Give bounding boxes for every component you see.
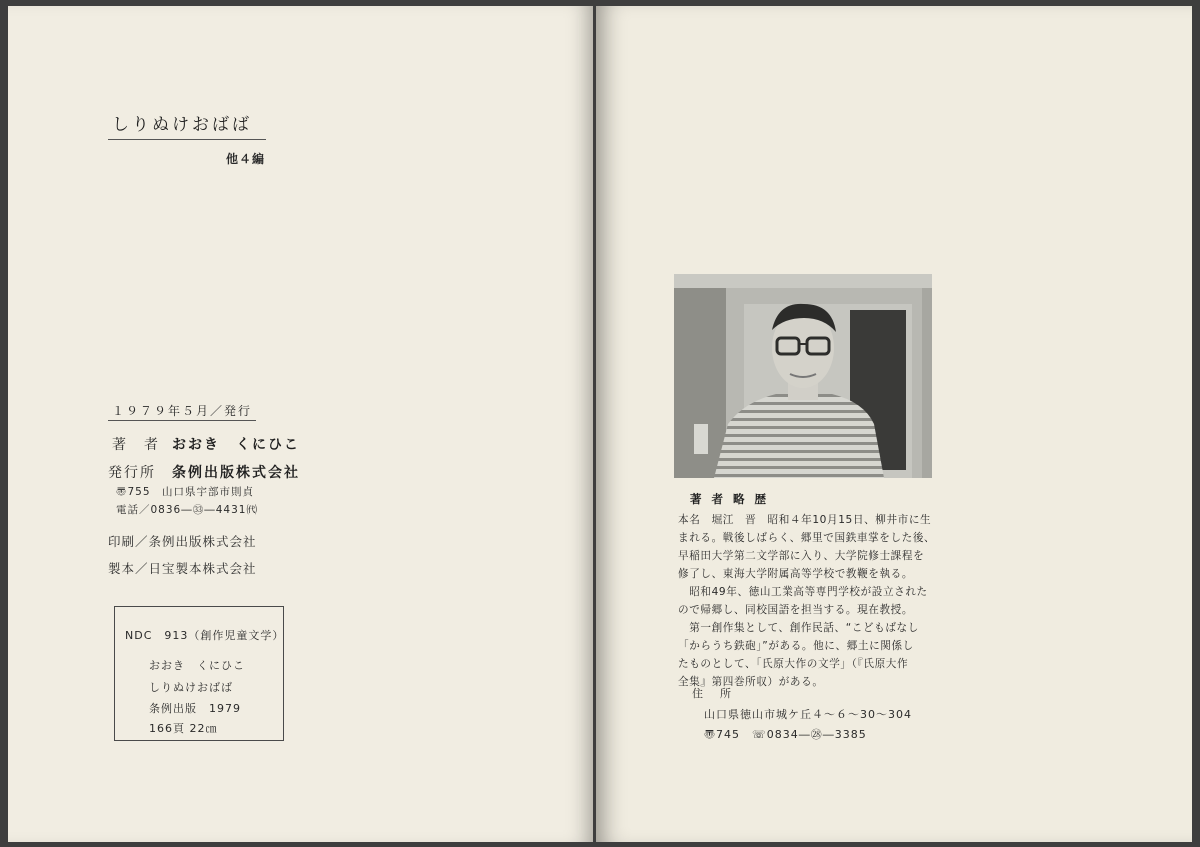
binding-credit: 製本／日宝製本株式会社 [108, 561, 257, 576]
ndc-author: おおき くにひこ [149, 659, 245, 672]
author-portrait-image [674, 274, 932, 478]
bio-line: 修了し、東海大学附属高等学校で教鞭を執る。 [678, 568, 914, 580]
bio-line: たものとして、「氏原大作の文学」（『氏原大作 [678, 658, 909, 670]
author-label: 著 者 [112, 437, 160, 453]
publisher-phone: 電話／0836―㉝―4431㈹ [116, 504, 258, 516]
publisher-name: 条例出版株式会社 [172, 465, 300, 481]
publisher-label: 発行所 [108, 465, 156, 481]
bio-line: 本名 堀江 晋 昭和４年10月15日、柳井市に生 [678, 514, 932, 526]
book-subtitle: 他４編 [226, 152, 266, 166]
ndc-title: しりぬけおばば [149, 681, 233, 694]
title-rule [108, 139, 266, 140]
author-name: おおき くにひこ [172, 437, 300, 453]
bio-heading: 著 者 略 歴 [690, 492, 770, 506]
publication-date: １９７９年５月／発行 [112, 404, 253, 418]
ndc-pages-size: 166頁 22㎝ [149, 722, 218, 735]
left-page [8, 6, 593, 842]
ndc-classification: NDC 913（創作児童文学） [125, 629, 285, 642]
printing-credit: 印刷／条例出版株式会社 [108, 534, 257, 549]
date-rule [108, 420, 256, 421]
bio-line: ので帰郷し、同校国語を担当する。現在教授。 [678, 604, 914, 616]
book-title: しりぬけおばば [112, 115, 252, 135]
bio-line: 昭和49年、徳山工業高等専門学校が設立された [678, 586, 928, 598]
author-photo [674, 274, 932, 478]
bio-line: 「からうち鉄砲」”がある。他に、郷土に関係し [678, 640, 914, 652]
bio-line: 全集』第四巻所収）がある。 [678, 676, 824, 688]
address-label: 住 所 [692, 687, 734, 700]
publisher-address: 〠755 山口県宇部市則貞 [116, 486, 255, 498]
right-page [596, 6, 1192, 842]
bio-line: 第一創作集として、創作民話、“こどもばなし [678, 622, 919, 634]
ndc-publisher-year: 条例出版 1979 [149, 702, 241, 715]
ndc-catalog-box [114, 606, 284, 741]
address-postal-phone: 〠745 ☏0834―㉘―3385 [704, 728, 867, 741]
address-line: 山口県徳山市城ケ丘４〜６〜30〜304 [704, 708, 912, 721]
bio-line: まれる。戦後しばらく、郷里で国鉄車掌をした後、 [678, 532, 936, 544]
bio-line: 早稲田大学第二文学部に入り、大学院修士課程を [678, 550, 925, 562]
